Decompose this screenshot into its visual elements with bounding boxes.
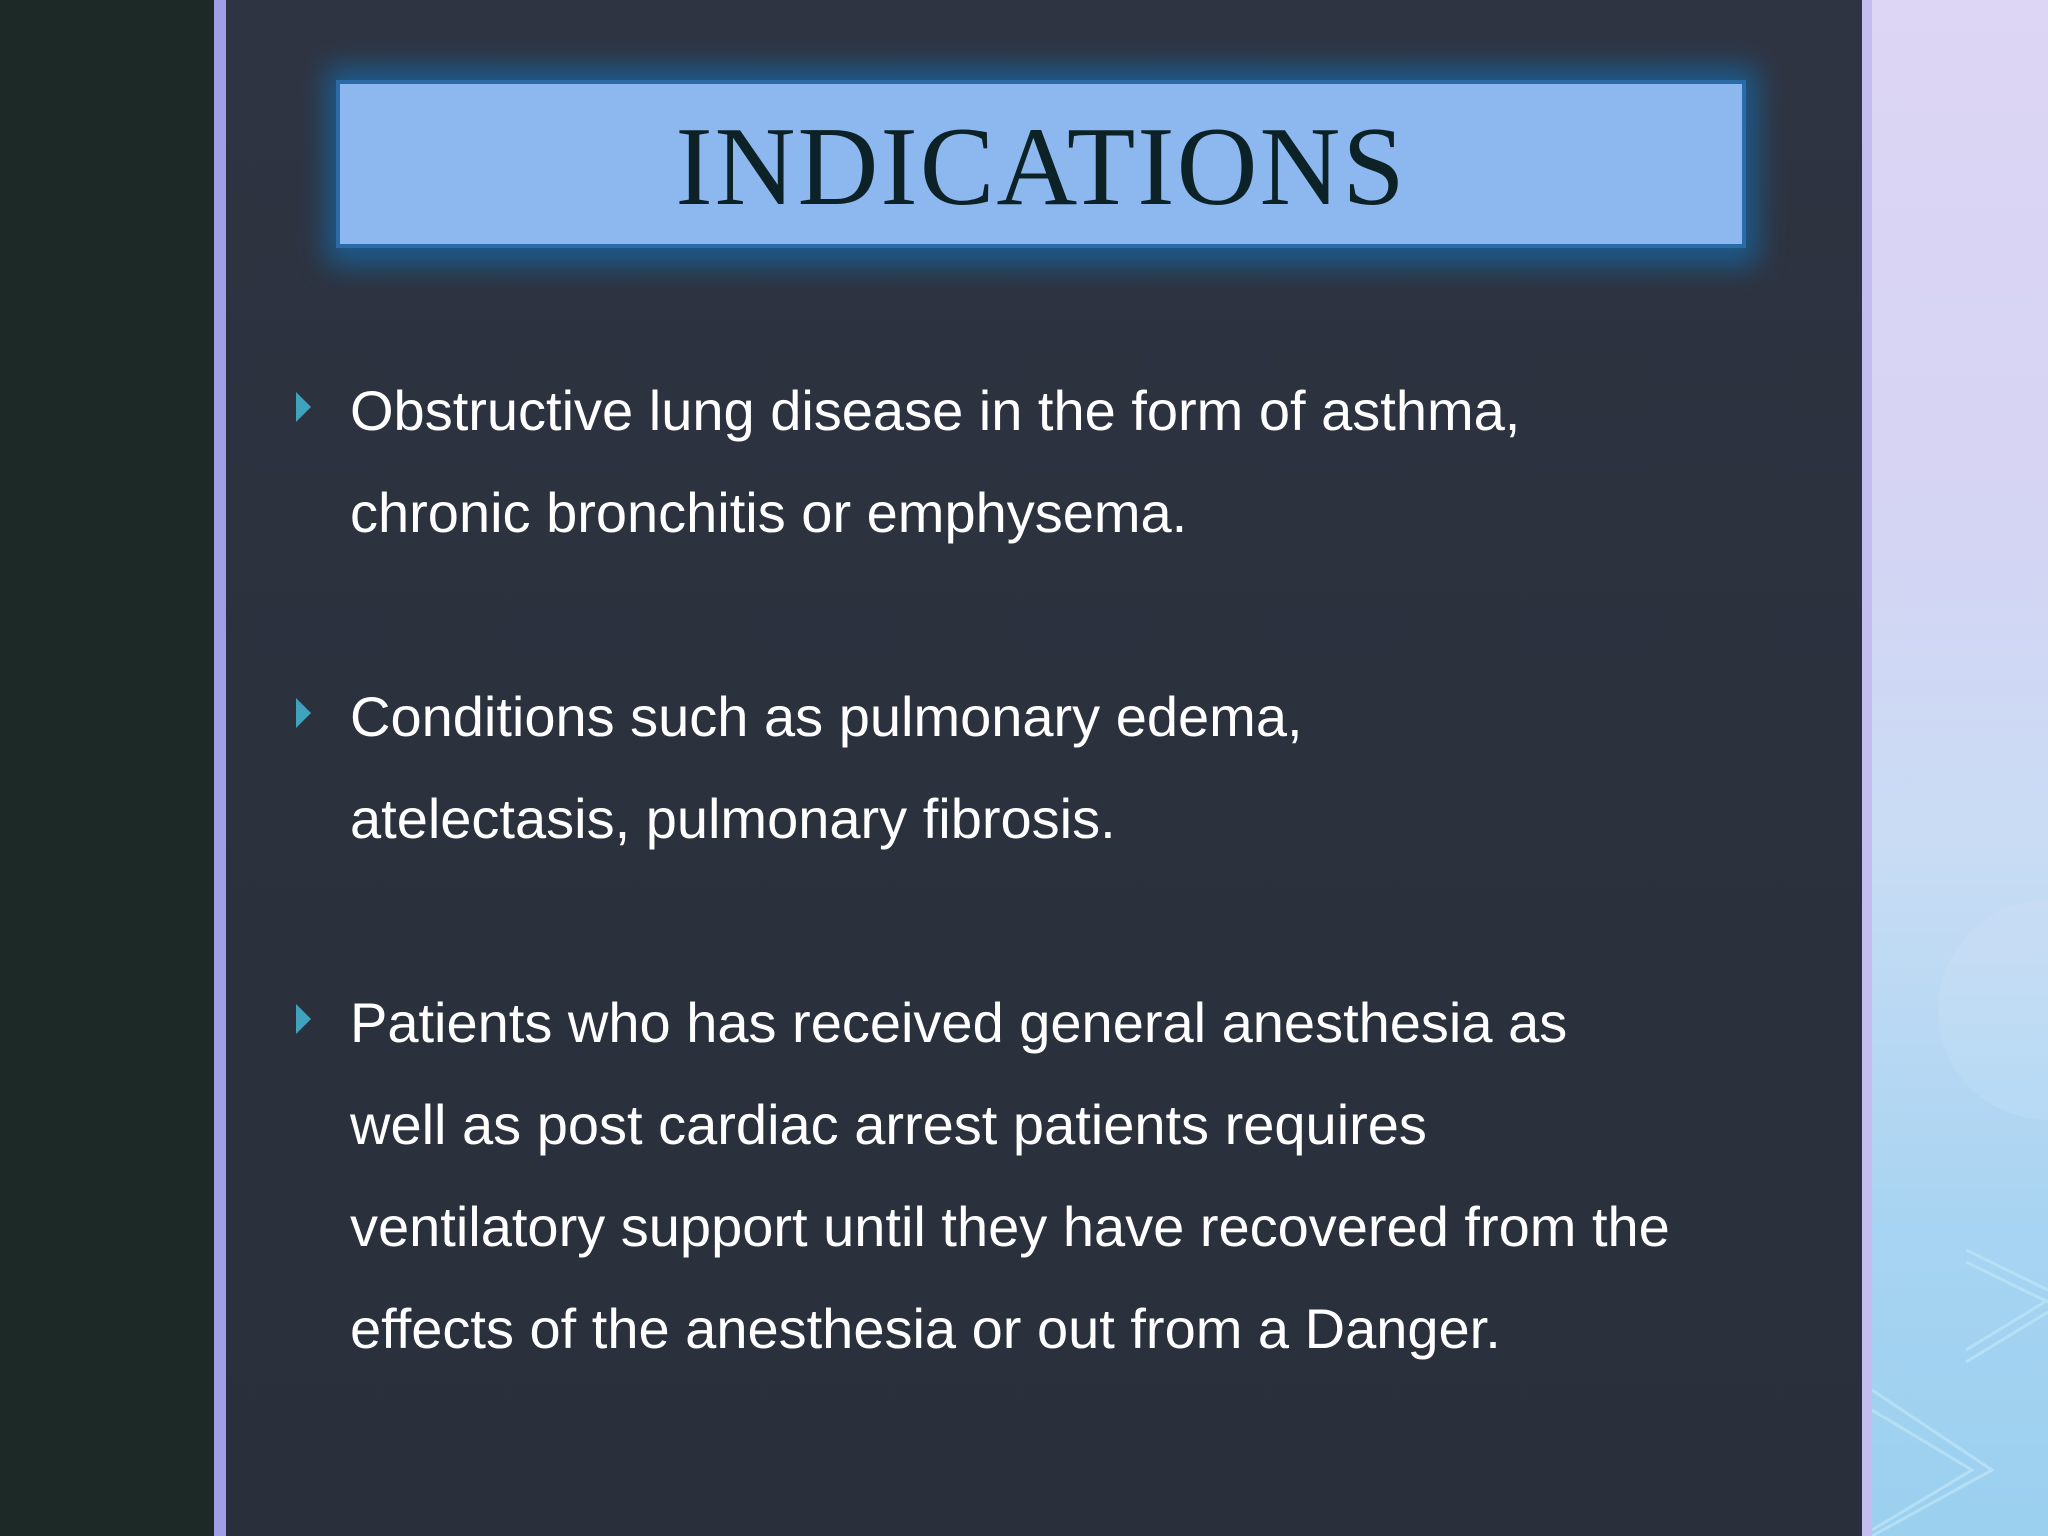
- bullet-item: [290, 666, 1750, 870]
- triangle-right-icon: [296, 1004, 311, 1034]
- bullet-text: Obstructive lung disease in the form of asthma, chronic bronchitis or emphysema.: [350, 379, 1521, 544]
- triangle-right-icon: [296, 392, 311, 422]
- right-accent-rule: [1862, 0, 1872, 1536]
- bullet-text: Patients who has received general anesthesia as well as post cardiac arrest patients requires ventilatory support until they have recovered from the effects of the anesthesia or out from a Danger.: [350, 991, 1670, 1360]
- right-decorative-strip: [1872, 0, 2048, 1536]
- bullet-text: Conditions such as pulmonary edema, atelectasis, pulmonary fibrosis.: [350, 685, 1303, 850]
- left-dark-strip: [0, 0, 214, 1536]
- bullet-item: [290, 972, 1750, 1380]
- left-accent-rule: [214, 0, 226, 1536]
- slide-title: INDICATIONS: [675, 105, 1407, 229]
- bullet-item: [290, 360, 1750, 564]
- title-box: [340, 84, 1742, 244]
- triangle-right-icon: [296, 698, 311, 728]
- decorative-lines-graphic: [1872, 0, 2048, 1536]
- bullet-list: [290, 360, 1750, 1482]
